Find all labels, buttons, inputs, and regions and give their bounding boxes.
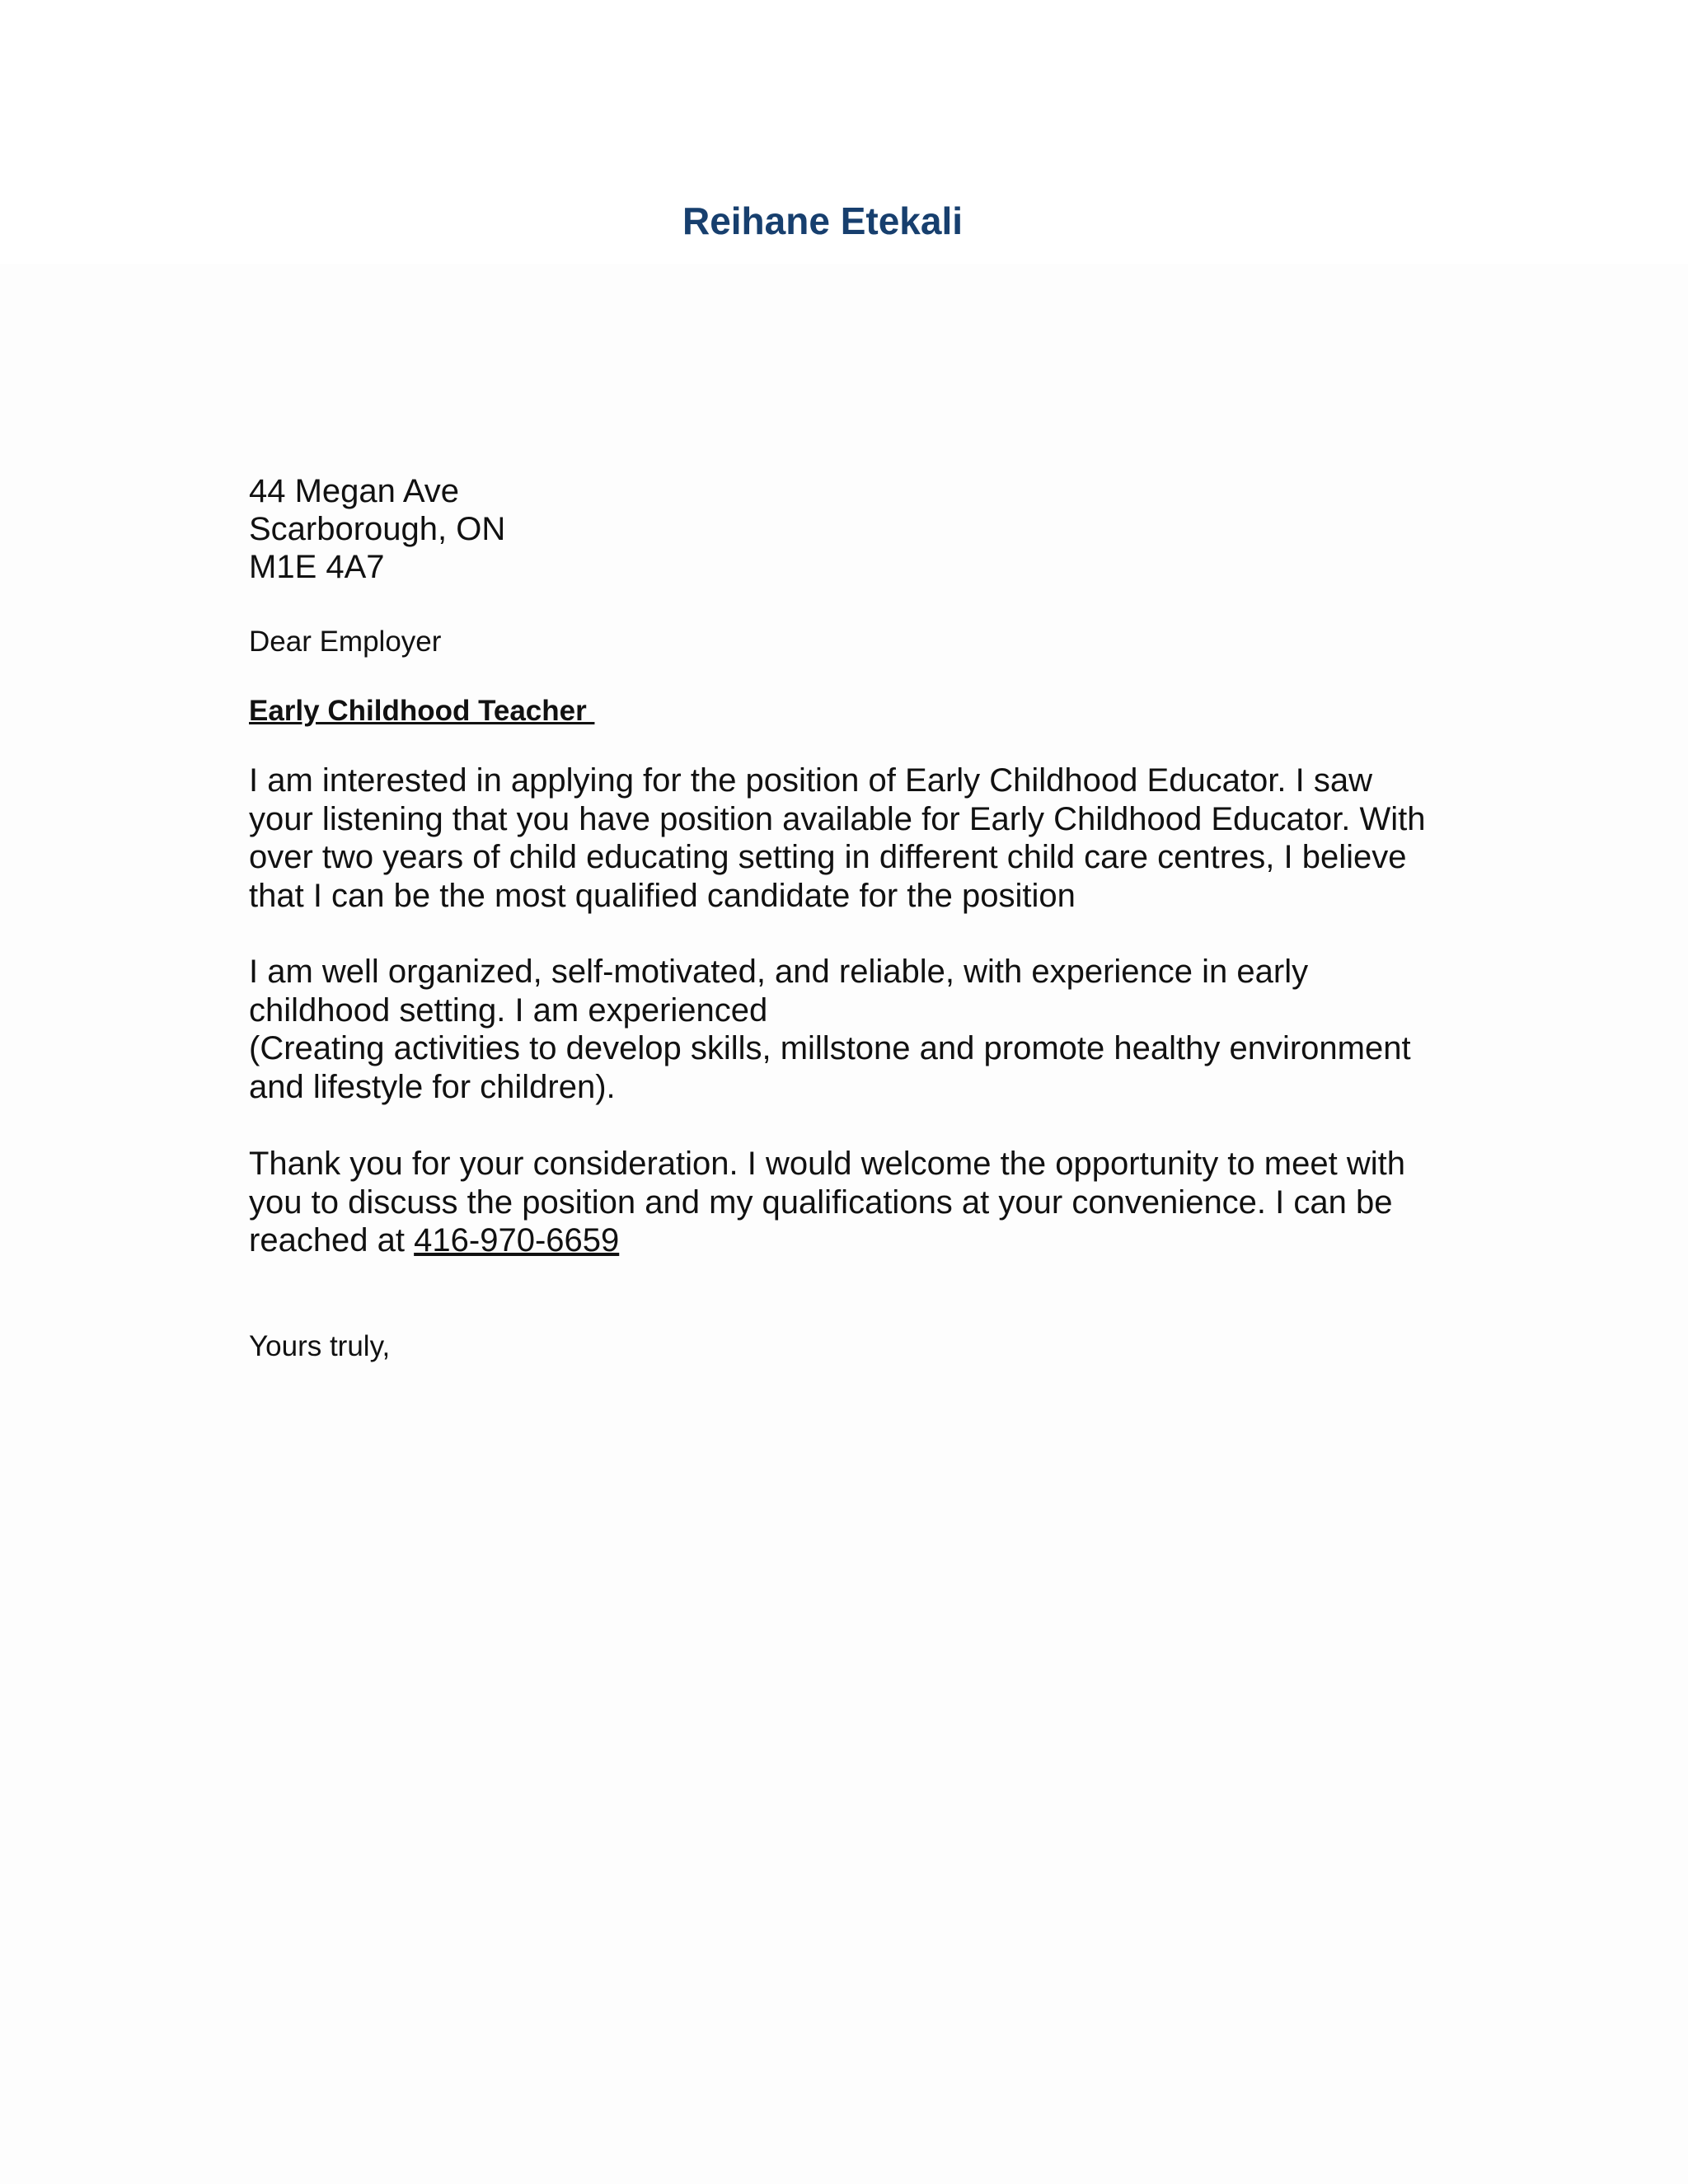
sender-name: Reihane Etekali xyxy=(682,199,964,242)
paragraph-line: Thank you for your consideration. I would welcome the opportunity to meet with xyxy=(249,1146,1405,1182)
closing: Yours truly, xyxy=(249,1330,391,1362)
body-paragraph-3 xyxy=(249,1145,1452,1260)
sender-address xyxy=(249,472,1452,586)
body-paragraph-2 xyxy=(249,953,1452,1106)
address-city: Scarborough, ON xyxy=(249,511,506,547)
paragraph-line: childhood setting. I am experienced xyxy=(249,991,768,1029)
paragraph-line: (Creating activities to develop skills, millstone and promote healthy environment xyxy=(249,1030,1411,1066)
subject-line: Early Childhood Teacher xyxy=(249,695,595,727)
phone-number-link[interactable]: 416-970-6659 xyxy=(414,1222,620,1258)
paragraph-line: you to discuss the position and my qualifications at your convenience. I can be xyxy=(249,1183,1393,1221)
paragraph-line: and lifestyle for children). xyxy=(249,1068,616,1105)
paragraph-line: that I can be the most qualified candidate for the position xyxy=(249,877,1076,914)
salutation: Dear Employer xyxy=(249,626,442,658)
paragraph-line: I am interested in applying for the position of Early Childhood Educator. I saw xyxy=(249,762,1372,799)
paragraph-line: I am well organized, self-motivated, and reliable, with experience in early xyxy=(249,954,1309,990)
address-street: 44 Megan Ave xyxy=(249,473,460,509)
paragraph-line: your listening that you have position available for Early Childhood Educator. With xyxy=(249,800,1426,837)
body-paragraph-1 xyxy=(249,762,1452,915)
address-postal-code: M1E 4A7 xyxy=(249,549,385,585)
reach-text: reached at xyxy=(249,1222,415,1258)
paragraph-line xyxy=(249,1221,1452,1260)
paragraph-line: over two years of child educating setting in different child care centres, I believe xyxy=(249,839,1407,875)
